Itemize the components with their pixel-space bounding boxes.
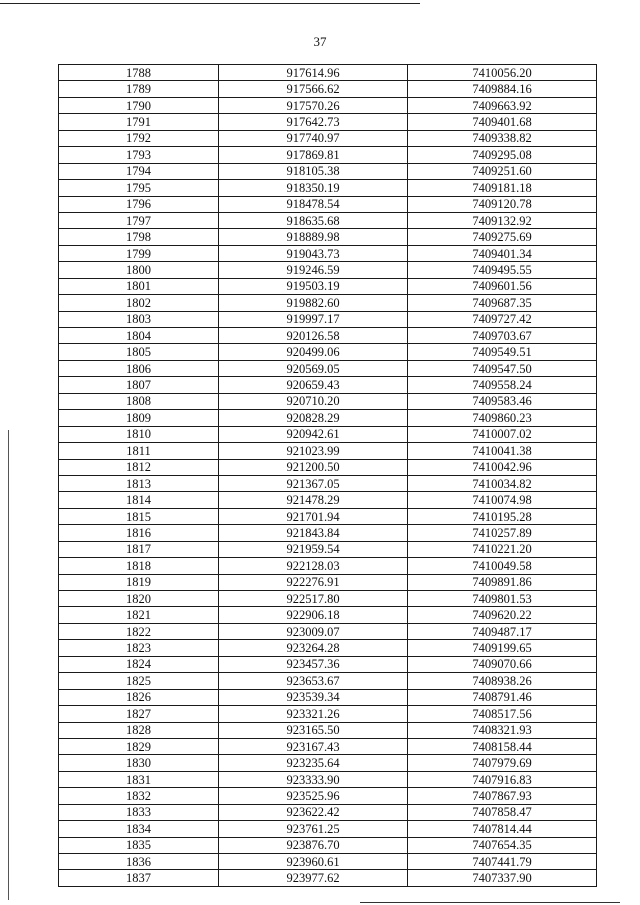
table-row — [59, 180, 597, 196]
x-coordinate-cell: 917869.81 — [219, 147, 408, 163]
table-row — [59, 788, 597, 804]
table-row — [59, 426, 597, 442]
point-number-cell: 1793 — [59, 147, 219, 163]
table-row — [59, 837, 597, 853]
y-coordinate-cell: 7407814.44 — [408, 821, 597, 837]
x-coordinate-cell: 918350.19 — [219, 180, 408, 196]
table-row — [59, 854, 597, 870]
y-coordinate-cell: 7409495.55 — [408, 262, 597, 278]
point-number-cell: 1812 — [59, 459, 219, 475]
table-row — [59, 278, 597, 294]
y-coordinate-cell: 7409801.53 — [408, 591, 597, 607]
y-coordinate-cell: 7409884.16 — [408, 81, 597, 97]
y-coordinate-cell: 7410257.89 — [408, 525, 597, 541]
point-number-cell: 1800 — [59, 262, 219, 278]
x-coordinate-cell: 923235.64 — [219, 755, 408, 771]
y-coordinate-cell: 7409620.22 — [408, 607, 597, 623]
point-number-cell: 1792 — [59, 130, 219, 146]
table-row — [59, 640, 597, 656]
y-coordinate-cell: 7408938.26 — [408, 673, 597, 689]
table-row — [59, 722, 597, 738]
y-coordinate-cell: 7409070.66 — [408, 656, 597, 672]
table-row — [59, 525, 597, 541]
table-row — [59, 245, 597, 261]
table-row — [59, 229, 597, 245]
y-coordinate-cell: 7409601.56 — [408, 278, 597, 294]
x-coordinate-cell: 923333.90 — [219, 771, 408, 787]
table-row — [59, 738, 597, 754]
table-row — [59, 574, 597, 590]
x-coordinate-cell: 923653.67 — [219, 673, 408, 689]
table-row — [59, 771, 597, 787]
x-coordinate-cell: 923876.70 — [219, 837, 408, 853]
table-row — [59, 475, 597, 491]
x-coordinate-cell: 917570.26 — [219, 97, 408, 113]
point-number-cell: 1819 — [59, 574, 219, 590]
x-coordinate-cell: 923622.42 — [219, 804, 408, 820]
point-number-cell: 1831 — [59, 771, 219, 787]
point-number-cell: 1826 — [59, 689, 219, 705]
bottom-scan-rule — [360, 902, 620, 903]
table-row — [59, 558, 597, 574]
y-coordinate-cell: 7410195.28 — [408, 508, 597, 524]
y-coordinate-cell: 7409549.51 — [408, 344, 597, 360]
x-coordinate-cell: 923167.43 — [219, 738, 408, 754]
y-coordinate-cell: 7407867.93 — [408, 788, 597, 804]
x-coordinate-cell: 923321.26 — [219, 706, 408, 722]
point-number-cell: 1825 — [59, 673, 219, 689]
table-row — [59, 623, 597, 639]
x-coordinate-cell: 919043.73 — [219, 245, 408, 261]
table-row — [59, 443, 597, 459]
y-coordinate-cell: 7409275.69 — [408, 229, 597, 245]
y-coordinate-cell: 7407916.83 — [408, 771, 597, 787]
point-number-cell: 1791 — [59, 114, 219, 130]
table-row — [59, 130, 597, 146]
y-coordinate-cell: 7408158.44 — [408, 738, 597, 754]
x-coordinate-cell: 920942.61 — [219, 426, 408, 442]
point-number-cell: 1808 — [59, 393, 219, 409]
y-coordinate-cell: 7409295.08 — [408, 147, 597, 163]
point-number-cell: 1799 — [59, 245, 219, 261]
table-row — [59, 508, 597, 524]
y-coordinate-cell: 7410042.96 — [408, 459, 597, 475]
x-coordinate-cell: 923960.61 — [219, 854, 408, 870]
x-coordinate-cell: 921367.05 — [219, 475, 408, 491]
table-row — [59, 673, 597, 689]
y-coordinate-cell: 7410007.02 — [408, 426, 597, 442]
point-number-cell: 1830 — [59, 755, 219, 771]
point-number-cell: 1804 — [59, 328, 219, 344]
y-coordinate-cell: 7409401.68 — [408, 114, 597, 130]
x-coordinate-cell: 919246.59 — [219, 262, 408, 278]
y-coordinate-cell: 7409251.60 — [408, 163, 597, 179]
point-number-cell: 1834 — [59, 821, 219, 837]
point-number-cell: 1817 — [59, 541, 219, 557]
table-row — [59, 821, 597, 837]
x-coordinate-cell: 920569.05 — [219, 360, 408, 376]
x-coordinate-cell: 918889.98 — [219, 229, 408, 245]
table-row — [59, 706, 597, 722]
table-row — [59, 360, 597, 376]
table-row — [59, 147, 597, 163]
point-number-cell: 1824 — [59, 656, 219, 672]
x-coordinate-cell: 923009.07 — [219, 623, 408, 639]
point-number-cell: 1811 — [59, 443, 219, 459]
y-coordinate-cell: 7409687.35 — [408, 295, 597, 311]
y-coordinate-cell: 7409703.67 — [408, 328, 597, 344]
x-coordinate-cell: 923539.34 — [219, 689, 408, 705]
y-coordinate-cell: 7409727.42 — [408, 311, 597, 327]
y-coordinate-cell: 7409558.24 — [408, 377, 597, 393]
point-number-cell: 1789 — [59, 81, 219, 97]
table-row — [59, 328, 597, 344]
point-number-cell: 1823 — [59, 640, 219, 656]
table-row — [59, 656, 597, 672]
x-coordinate-cell: 917642.73 — [219, 114, 408, 130]
table-row — [59, 196, 597, 212]
point-number-cell: 1827 — [59, 706, 219, 722]
y-coordinate-cell: 7410041.38 — [408, 443, 597, 459]
point-number-cell: 1790 — [59, 97, 219, 113]
y-coordinate-cell: 7409199.65 — [408, 640, 597, 656]
point-number-cell: 1815 — [59, 508, 219, 524]
y-coordinate-cell: 7407858.47 — [408, 804, 597, 820]
x-coordinate-cell: 923525.96 — [219, 788, 408, 804]
x-coordinate-cell: 920499.06 — [219, 344, 408, 360]
y-coordinate-cell: 7409583.46 — [408, 393, 597, 409]
y-coordinate-cell: 7407979.69 — [408, 755, 597, 771]
point-number-cell: 1835 — [59, 837, 219, 853]
table-row — [59, 114, 597, 130]
point-number-cell: 1788 — [59, 65, 219, 81]
point-number-cell: 1821 — [59, 607, 219, 623]
table-row — [59, 212, 597, 228]
x-coordinate-cell: 919882.60 — [219, 295, 408, 311]
y-coordinate-cell: 7410074.98 — [408, 492, 597, 508]
x-coordinate-cell: 923457.36 — [219, 656, 408, 672]
x-coordinate-cell: 919503.19 — [219, 278, 408, 294]
y-coordinate-cell: 7409132.92 — [408, 212, 597, 228]
table-row — [59, 804, 597, 820]
point-number-cell: 1798 — [59, 229, 219, 245]
point-number-cell: 1832 — [59, 788, 219, 804]
x-coordinate-cell: 918478.54 — [219, 196, 408, 212]
table-row — [59, 163, 597, 179]
coordinates-table-body — [59, 65, 597, 887]
point-number-cell: 1810 — [59, 426, 219, 442]
table-row — [59, 97, 597, 113]
y-coordinate-cell: 7410049.58 — [408, 558, 597, 574]
point-number-cell: 1806 — [59, 360, 219, 376]
x-coordinate-cell: 921478.29 — [219, 492, 408, 508]
left-scan-edge — [8, 430, 9, 900]
table-row — [59, 344, 597, 360]
point-number-cell: 1795 — [59, 180, 219, 196]
y-coordinate-cell: 7410034.82 — [408, 475, 597, 491]
point-number-cell: 1802 — [59, 295, 219, 311]
x-coordinate-cell: 919997.17 — [219, 311, 408, 327]
table-row — [59, 65, 597, 81]
x-coordinate-cell: 923977.62 — [219, 870, 408, 886]
coordinates-table — [58, 64, 597, 887]
point-number-cell: 1796 — [59, 196, 219, 212]
point-number-cell: 1837 — [59, 870, 219, 886]
x-coordinate-cell: 923264.28 — [219, 640, 408, 656]
x-coordinate-cell: 922517.80 — [219, 591, 408, 607]
y-coordinate-cell: 7409860.23 — [408, 410, 597, 426]
point-number-cell: 1809 — [59, 410, 219, 426]
table-row — [59, 377, 597, 393]
point-number-cell: 1836 — [59, 854, 219, 870]
table-row — [59, 459, 597, 475]
y-coordinate-cell: 7409891.86 — [408, 574, 597, 590]
table-row — [59, 755, 597, 771]
x-coordinate-cell: 921701.94 — [219, 508, 408, 524]
x-coordinate-cell: 921023.99 — [219, 443, 408, 459]
table-row — [59, 295, 597, 311]
y-coordinate-cell: 7410221.20 — [408, 541, 597, 557]
x-coordinate-cell: 920659.43 — [219, 377, 408, 393]
x-coordinate-cell: 920828.29 — [219, 410, 408, 426]
point-number-cell: 1801 — [59, 278, 219, 294]
x-coordinate-cell: 921200.50 — [219, 459, 408, 475]
x-coordinate-cell: 922128.03 — [219, 558, 408, 574]
x-coordinate-cell: 918635.68 — [219, 212, 408, 228]
table-row — [59, 81, 597, 97]
x-coordinate-cell: 917566.62 — [219, 81, 408, 97]
x-coordinate-cell: 923165.50 — [219, 722, 408, 738]
x-coordinate-cell: 918105.38 — [219, 163, 408, 179]
x-coordinate-cell: 917740.97 — [219, 130, 408, 146]
y-coordinate-cell: 7410056.20 — [408, 65, 597, 81]
y-coordinate-cell: 7409547.50 — [408, 360, 597, 376]
point-number-cell: 1818 — [59, 558, 219, 574]
point-number-cell: 1829 — [59, 738, 219, 754]
x-coordinate-cell: 923761.25 — [219, 821, 408, 837]
table-row — [59, 311, 597, 327]
y-coordinate-cell: 7407441.79 — [408, 854, 597, 870]
y-coordinate-cell: 7409663.92 — [408, 97, 597, 113]
point-number-cell: 1813 — [59, 475, 219, 491]
y-coordinate-cell: 7409120.78 — [408, 196, 597, 212]
table-row — [59, 492, 597, 508]
table-row — [59, 393, 597, 409]
table-row — [59, 591, 597, 607]
table-row — [59, 870, 597, 886]
top-scan-rule — [0, 3, 420, 4]
x-coordinate-cell: 921959.54 — [219, 541, 408, 557]
point-number-cell: 1805 — [59, 344, 219, 360]
point-number-cell: 1803 — [59, 311, 219, 327]
y-coordinate-cell: 7407654.35 — [408, 837, 597, 853]
point-number-cell: 1797 — [59, 212, 219, 228]
x-coordinate-cell: 922906.18 — [219, 607, 408, 623]
table-row — [59, 607, 597, 623]
x-coordinate-cell: 920126.58 — [219, 328, 408, 344]
x-coordinate-cell: 920710.20 — [219, 393, 408, 409]
y-coordinate-cell: 7409338.82 — [408, 130, 597, 146]
table-row — [59, 541, 597, 557]
y-coordinate-cell: 7409181.18 — [408, 180, 597, 196]
point-number-cell: 1828 — [59, 722, 219, 738]
point-number-cell: 1794 — [59, 163, 219, 179]
point-number-cell: 1816 — [59, 525, 219, 541]
x-coordinate-cell: 917614.96 — [219, 65, 408, 81]
table-row — [59, 410, 597, 426]
point-number-cell: 1833 — [59, 804, 219, 820]
y-coordinate-cell: 7409487.17 — [408, 623, 597, 639]
y-coordinate-cell: 7409401.34 — [408, 245, 597, 261]
y-coordinate-cell: 7407337.90 — [408, 870, 597, 886]
point-number-cell: 1822 — [59, 623, 219, 639]
table-row — [59, 262, 597, 278]
x-coordinate-cell: 921843.84 — [219, 525, 408, 541]
y-coordinate-cell: 7408517.56 — [408, 706, 597, 722]
table-row — [59, 689, 597, 705]
point-number-cell: 1814 — [59, 492, 219, 508]
y-coordinate-cell: 7408791.46 — [408, 689, 597, 705]
point-number-cell: 1820 — [59, 591, 219, 607]
y-coordinate-cell: 7408321.93 — [408, 722, 597, 738]
point-number-cell: 1807 — [59, 377, 219, 393]
page-number: 37 — [313, 34, 327, 49]
x-coordinate-cell: 922276.91 — [219, 574, 408, 590]
